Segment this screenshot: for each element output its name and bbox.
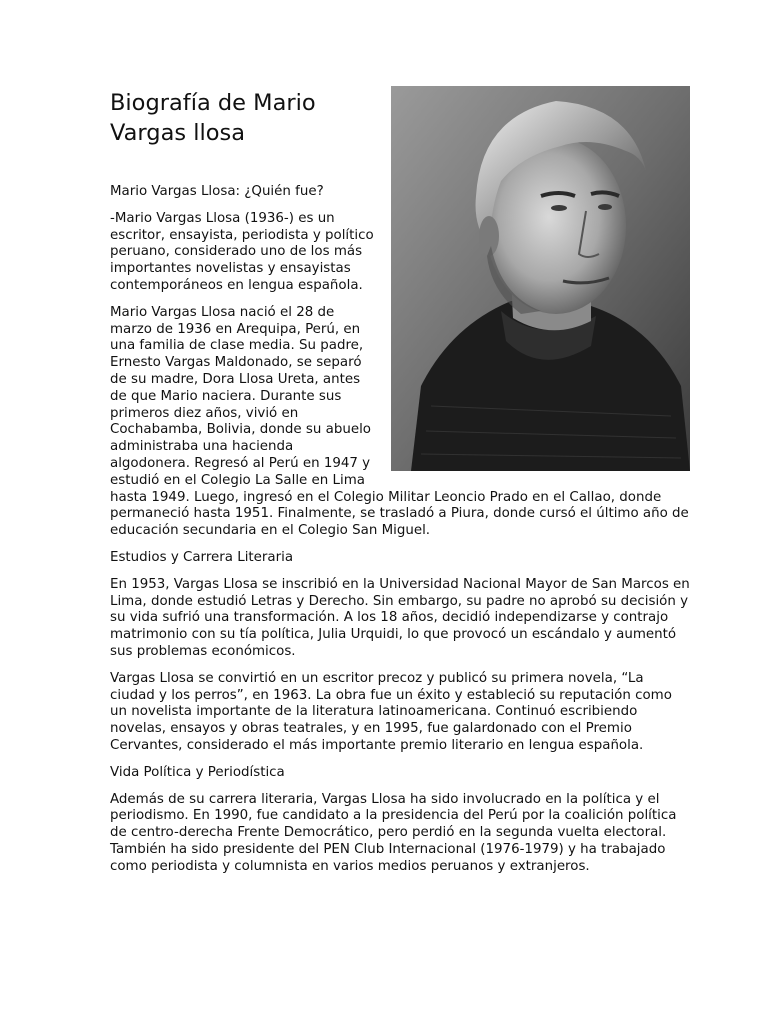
studies-paragraph: En 1953, Vargas Llosa se inscribió en la Universidad Nacional Mayor de San Marcos en Lima, donde estudió Letras y Derecho. Sin embargo, su padre no aprobó su decisión y su vida sufrió una transformación. A los 18 años, decidió independizarse y contrajo matrimonio con su tía política, Julia Urquidi, lo que provocó un escándalo y aumentó sus problemas económicos. bbox=[110, 576, 690, 659]
portrait-image bbox=[391, 86, 690, 471]
author-portrait-photo bbox=[391, 86, 690, 471]
politics-paragraph: Además de su carrera literaria, Vargas Llosa ha sido involucrado en la política y el periodismo. En 1990, fue candidato a la presidencia del Perú por la coalición política de centro-derecha Frente Democrático, pero perdió en la segunda vuelta electoral. También ha sido presidente del PEN Club Internacional (1976-1979) y ha trabajado como periodista y columnista en varios medios peruanos y extranjeros. bbox=[110, 791, 677, 874]
literary-career-paragraph: Vargas Llosa se convirtió en un escritor precoz y publicó su primera novela, “La ciudad y los perros”, en 1963. La obra fue un éxito y estableció su reputación como un novelista importante de la literatura latinoamericana. Continuó escribiendo novelas, ensayos y obras teatrales, y en 1995, fue galardonado con el Premio Cervantes, considerado el más importante premio literario en lengua española. bbox=[110, 670, 672, 753]
intro-paragraph: -Mario Vargas Llosa (1936-) es un escritor, ensayista, periodista y político peruano, considerado uno de los más importantes novelistas y ensayistas contemporáneos en lengua española. bbox=[110, 210, 374, 293]
section-heading-studies: Estudios y Carrera Literaria bbox=[110, 549, 294, 565]
document-title: Biografía de Mario Vargas llosa bbox=[110, 90, 316, 146]
document-page bbox=[110, 86, 690, 885]
early-life-paragraph: Mario Vargas Llosa nació el 28 de marzo de 1936 en Arequipa, Perú, en una familia de clase media. Su padre, Ernesto Vargas Maldonado, se separó de su madre, Dora Llosa Ureta, antes de que Mario naciera. Durante sus primeros diez años, vivió en Cochabamba, Bolivia, donde su abuelo administraba una hacienda algodonera. Regresó al Perú en 1947 y estudió en el Colegio La Salle en Lima hasta 1949. Luego, ingresó en el Colegio Militar Leoncio Prado en el Callao, donde permaneció hasta 1951. Finalmente, se trasladó a Piura, donde cursó el último año de educación secundaria en el Colegio San Miguel. bbox=[110, 304, 689, 539]
intro-heading: Mario Vargas Llosa: ¿Quién fue? bbox=[110, 184, 324, 199]
section-heading-politics: Vida Política y Periodística bbox=[110, 764, 285, 780]
